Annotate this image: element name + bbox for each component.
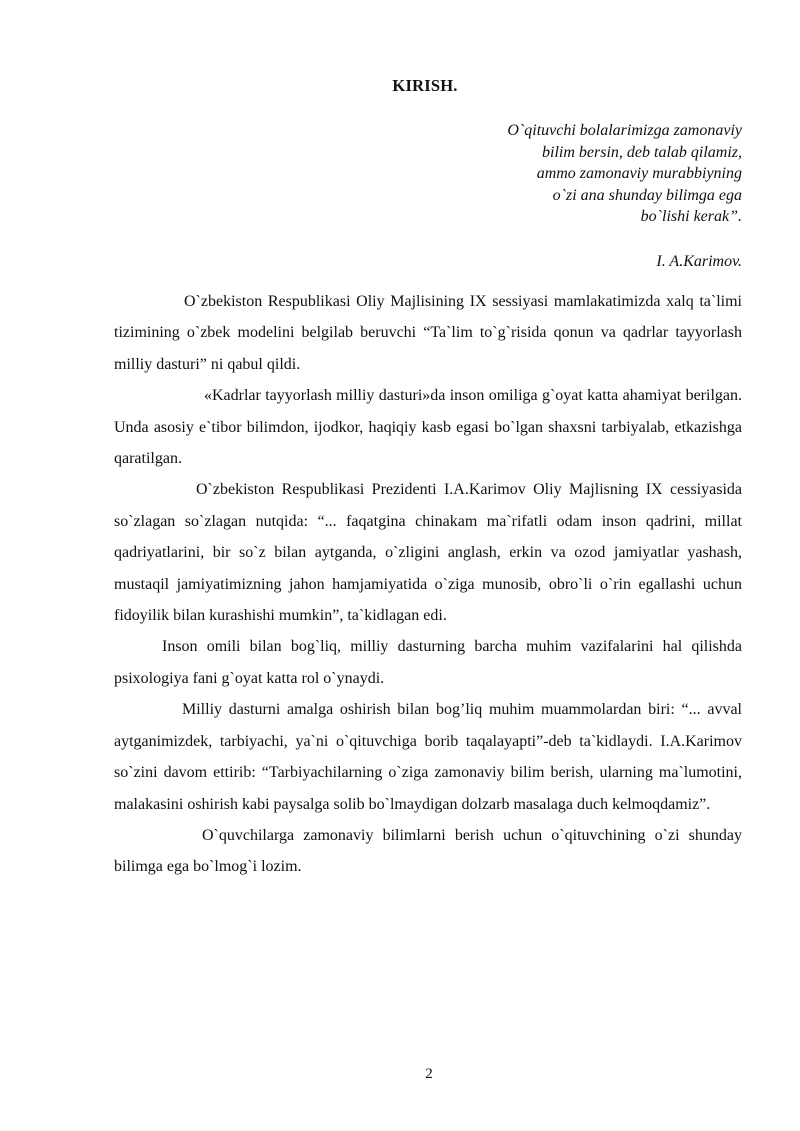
epigraph-line: o`zi ana shunday bilimga ega [552,186,742,204]
page-title: KIRISH. [392,76,458,95]
paragraph: O`quvchilarga zamonaviy bilimlarni berish uchun o`qituvchining o`zi shunday bilimga ega bo`lmog`i lozim. [114,826,742,876]
paragraph: O`zbekiston Respublikasi Prezidenti I.A.Karimov Oliy Majlisning IX cessiyasida so`zlagan so`zlagan nutqida: “... faqatgina chinakam ma`rifatli odam inson qadrini, millat qadriyatlarini, bir so`z bilan aytganda, o`zligini anglash, erkin va ozod jamiyatlar yashash, mustaqil jamiyatimizning jahon hamjamiyatida o`ziga munosib, obro`li o`rin egallashi uchun fidoyilik bilan kurashishi mumkin”, ta`kidlagan edi. [114,481,742,625]
body-text [114,286,742,883]
page-number: 2 [425,1066,433,1082]
epigraph-line: O`qituvchi bolalarimizga zamonaviy [507,122,742,139]
epigraph [507,120,742,228]
paragraph: Inson omili bilan bog`liq, milliy dasturning barcha muhim vazifalarini hal qilishda psixologiya fani g`oyat katta rol o`ynaydi. [114,638,742,687]
epigraph-line: bilim bersin, deb talab qilamiz, [542,143,742,161]
paragraph: O`zbekiston Respublikasi Oliy Majlisining IX sessiyasi mamlakatimizda xalq ta`limi tizimining o`zbek modelini belgilab beruvchi “Ta`lim to`g`risida qonun va qadrlar tayyorlash milliy dasturi” ni qabul qildi. [114,293,742,373]
paragraph: Milliy dasturni amalga oshirish bilan bog’liq muhim muammolardan biri: “... avval aytganimizdek, tarbiyachi, ya`ni o`qituvchiga borib taqalayapti”-deb ta`kidlaydi. I.A.Karimov so`zini davom ettirib: “Tarbiyachilarning o`ziga zamonaviy bilim berish, ularning ma`lumotini, malakasini oshirish kabi paysalga solib bo`lmaydigan dolzarb masalaga duch kelmoqdamiz”. [114,701,742,813]
epigraph-author: I. A.Karimov. [656,253,742,270]
epigraph-line: ammo zamonaviy murabbiyning [536,165,742,182]
epigraph-line: bo`lishi kerak”. [640,208,742,225]
paragraph: «Kadrlar tayyorlash milliy dasturi»da inson omiliga g`oyat katta ahamiyat berilgan. Unda asosiy e`tibor bilimdon, ijodkor, haqiqiy kasb egasi bo`lgan shaxsni tarbiyalab, etkazishga qaratilgan. [114,387,742,468]
